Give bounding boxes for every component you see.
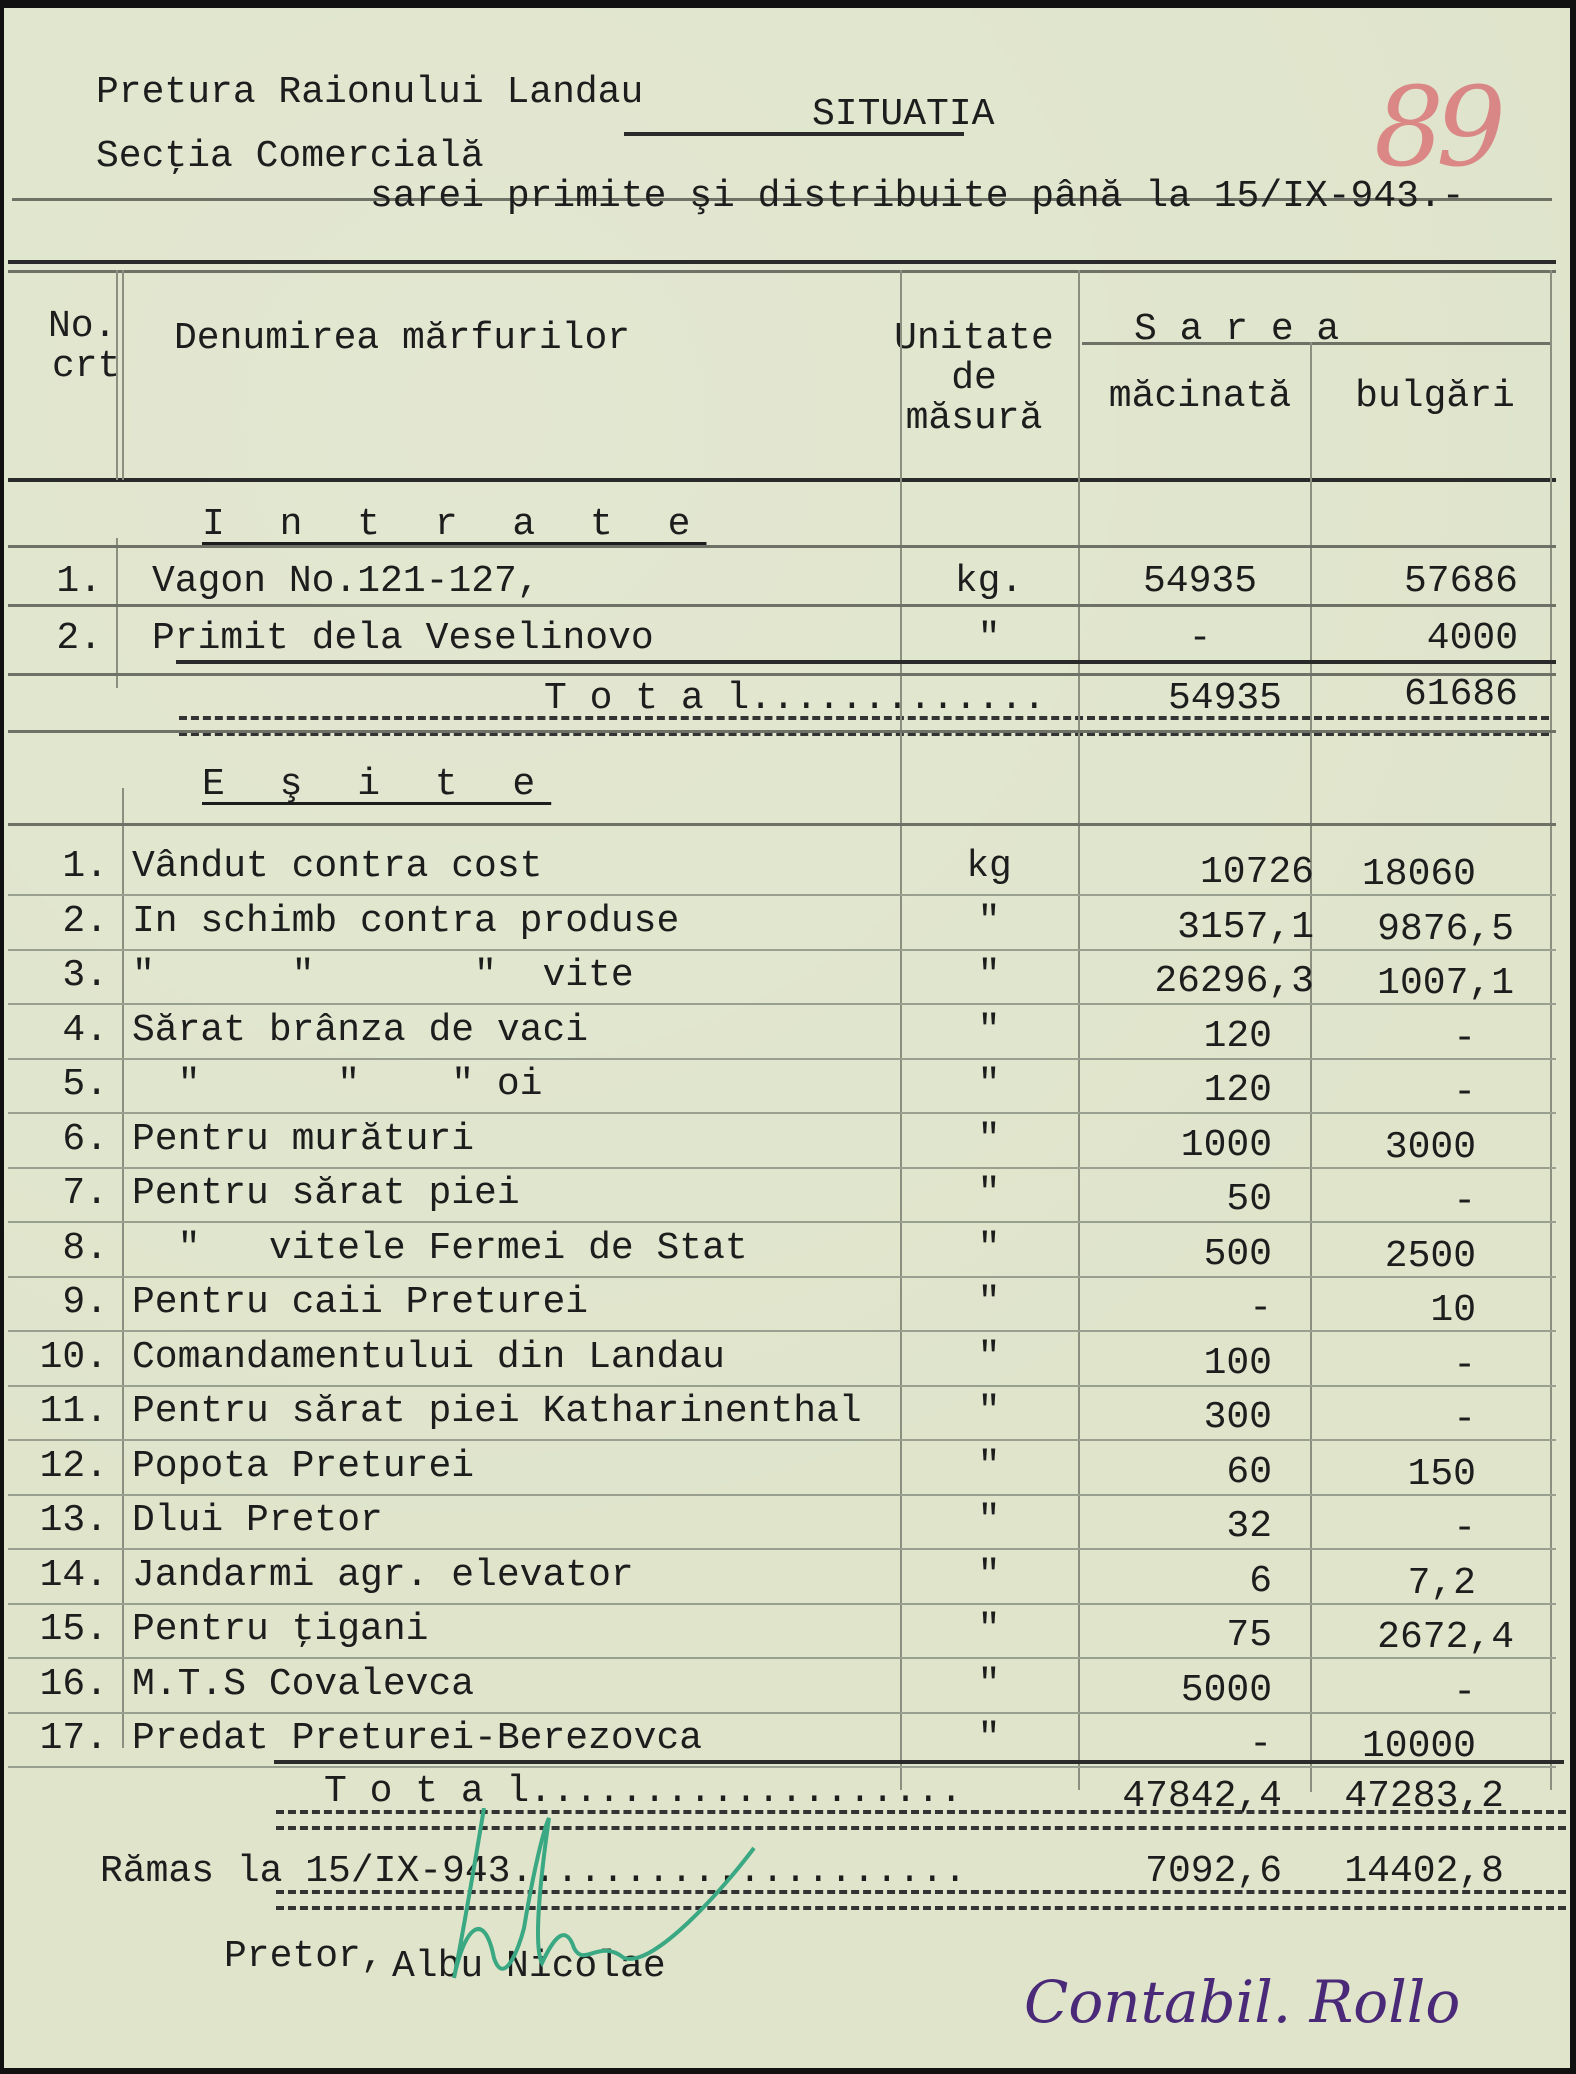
row-name: In schimb contra produse bbox=[132, 899, 680, 943]
row-number: 2. bbox=[62, 899, 108, 943]
intrate-total-bulgari: 61686 bbox=[1403, 673, 1518, 716]
header-unit-1: Unitate bbox=[894, 317, 1054, 360]
section-esite: E ş i t e bbox=[202, 763, 552, 806]
row-unit: " bbox=[977, 1662, 1001, 1706]
row-bulgari: 9876,5 bbox=[1377, 907, 1514, 951]
row-name: Popota Preturei bbox=[132, 1444, 475, 1488]
table-top-rule bbox=[8, 260, 1556, 264]
row-bulgari: 1007,1 bbox=[1377, 962, 1514, 1005]
row-name: Dlui Pretor bbox=[132, 1499, 383, 1542]
row-rule bbox=[8, 1167, 1556, 1169]
row-name: Pentru sărat piei Katharinenthal bbox=[132, 1390, 862, 1433]
row-rule bbox=[8, 1112, 1556, 1114]
rule bbox=[8, 545, 1556, 548]
row-number: 12. bbox=[39, 1444, 108, 1488]
row-macinata: 32 bbox=[1226, 1505, 1272, 1548]
row-number: 16. bbox=[39, 1662, 108, 1706]
row-macinata: 3157,1 bbox=[1177, 905, 1314, 949]
row-unit: " bbox=[977, 1717, 1001, 1760]
row-number: 10. bbox=[39, 1335, 108, 1379]
document-page bbox=[4, 8, 1570, 2068]
row-bulgari: - bbox=[1453, 1343, 1476, 1387]
intrate-no-divider bbox=[116, 538, 118, 688]
row-rule bbox=[8, 1058, 1556, 1060]
header-unit-2: de bbox=[951, 357, 997, 400]
row-number: 14. bbox=[39, 1553, 108, 1597]
rule bbox=[8, 673, 1556, 676]
row-bulgari: 2672,4 bbox=[1377, 1616, 1514, 1659]
sarea-rule bbox=[1082, 342, 1552, 345]
row-number: 3. bbox=[62, 954, 108, 997]
row-macinata: 100 bbox=[1203, 1341, 1272, 1385]
row-macinata: 300 bbox=[1203, 1396, 1272, 1439]
intrate-total-double-rule bbox=[179, 716, 1549, 736]
row-bulgari: 2500 bbox=[1384, 1234, 1476, 1278]
row-number: 2. bbox=[56, 617, 102, 660]
row-unit: " bbox=[977, 1444, 1001, 1488]
row-name: Pentru murături bbox=[132, 1117, 475, 1161]
ramas-bulgari: 14402,8 bbox=[1344, 1850, 1504, 1893]
row-unit: " bbox=[977, 1608, 1001, 1651]
row-rule bbox=[8, 1385, 1556, 1387]
header-bottom-rule bbox=[8, 478, 1556, 482]
row-unit: " bbox=[977, 1063, 1001, 1106]
row-bulgari: - bbox=[1453, 1071, 1476, 1114]
row-rule bbox=[8, 1003, 1556, 1005]
row-macinata: - bbox=[1249, 1723, 1272, 1766]
row-bulgari: 10000 bbox=[1361, 1725, 1476, 1768]
row-name: Vândut contra cost bbox=[132, 845, 543, 888]
row-unit: " bbox=[977, 1553, 1001, 1597]
row-rule bbox=[8, 1276, 1556, 1278]
folio-number: 89 bbox=[1374, 63, 1498, 191]
row-bulgari: - bbox=[1453, 1180, 1476, 1223]
row-macinata: 6 bbox=[1249, 1559, 1272, 1603]
row-macinata: 10726 bbox=[1199, 851, 1314, 894]
row-name: Jandarmi agr. elevator bbox=[132, 1553, 634, 1597]
row-bulgari: - bbox=[1453, 1507, 1476, 1550]
row-unit: " bbox=[977, 1335, 1001, 1379]
row-rule bbox=[8, 1603, 1556, 1605]
row-bulgari: 150 bbox=[1407, 1452, 1476, 1496]
row-unit: " bbox=[977, 1390, 1001, 1433]
row-number: 13. bbox=[39, 1499, 108, 1542]
row-name: Sărat brânza de vaci bbox=[132, 1008, 589, 1052]
document-title: SITUATIA bbox=[812, 93, 995, 136]
row-name: " " " oi bbox=[132, 1063, 543, 1106]
col-macinata-divider bbox=[1310, 342, 1312, 1792]
row-bulgari: 7,2 bbox=[1407, 1561, 1476, 1605]
row-name: Predat Preturei-Berezovca bbox=[132, 1717, 703, 1760]
header-sarea: S a r e a bbox=[1134, 308, 1340, 351]
row-macinata: 500 bbox=[1203, 1232, 1272, 1276]
row-number: 6. bbox=[62, 1117, 108, 1161]
header-bulgari: bulgări bbox=[1355, 375, 1515, 418]
row-macinata: 75 bbox=[1226, 1614, 1272, 1657]
row-macinata: 54935 bbox=[1142, 560, 1258, 603]
contabil-signature: Contabil. Rollo bbox=[1024, 1968, 1461, 2036]
org-line-2: Secţia Comercială bbox=[96, 135, 484, 178]
header-unit-3: măsură bbox=[905, 397, 1043, 440]
intrate-total-label: T o t a l............. bbox=[544, 677, 1046, 720]
section-intrate: I n t r a t e bbox=[202, 503, 707, 546]
row-bulgari: 18060 bbox=[1361, 853, 1476, 896]
row-name: Primit dela Veselinovo bbox=[152, 617, 654, 660]
row-macinata: 60 bbox=[1226, 1450, 1272, 1494]
col-no-divider-2 bbox=[122, 270, 124, 480]
header-name: Denumirea mărfurilor bbox=[174, 317, 631, 360]
intrate-total-macinata: 54935 bbox=[1167, 677, 1282, 720]
pretor-signature bbox=[424, 1808, 884, 2008]
row-number: 9. bbox=[62, 1281, 108, 1324]
row-number: 5. bbox=[62, 1063, 108, 1106]
row-rule bbox=[8, 1766, 1556, 1768]
row-number: 11. bbox=[39, 1390, 108, 1433]
row-rule bbox=[8, 949, 1556, 951]
row-unit: " bbox=[977, 1172, 1001, 1215]
row-name: " " " vite bbox=[132, 954, 634, 997]
title-underline bbox=[624, 132, 964, 136]
row-unit: " bbox=[977, 1499, 1001, 1542]
row-number: 8. bbox=[62, 1226, 108, 1270]
table-right-border bbox=[1550, 270, 1552, 1790]
esite-bottom-rule bbox=[274, 1760, 1564, 1764]
header-no: No. bbox=[48, 305, 117, 348]
row-bulgari: 4000 bbox=[1426, 617, 1518, 660]
row-bulgari: - bbox=[1453, 1670, 1476, 1714]
row-name: " vitele Fermei de Stat bbox=[132, 1226, 748, 1270]
document-subtitle: sarei primite şi distribuite până la 15/IX-943.- bbox=[370, 175, 1465, 218]
row-unit: " bbox=[977, 1226, 1001, 1270]
pretor-label: Pretor, bbox=[224, 1935, 384, 1978]
row-name: Vagon No.121-127, bbox=[152, 560, 540, 603]
row-macinata: 50 bbox=[1226, 1178, 1272, 1221]
row-macinata: 1000 bbox=[1180, 1123, 1272, 1167]
row-unit: " bbox=[977, 954, 1001, 997]
row-bulgari: 57686 bbox=[1403, 560, 1518, 603]
rule bbox=[8, 730, 1556, 733]
row-macinata: 26296,3 bbox=[1154, 960, 1314, 1003]
row-macinata: 120 bbox=[1203, 1069, 1272, 1112]
rule bbox=[8, 604, 1556, 607]
row-number: 7. bbox=[62, 1172, 108, 1215]
row-bulgari: - bbox=[1453, 1016, 1476, 1060]
row-rule bbox=[8, 1494, 1556, 1496]
ramas-macinata: 7092,6 bbox=[1145, 1850, 1282, 1893]
row-name: M.T.S Covalevca bbox=[132, 1662, 475, 1706]
row-number: 1. bbox=[62, 845, 108, 888]
row-unit: " bbox=[977, 1117, 1001, 1161]
row-name: Pentru ţigani bbox=[132, 1608, 429, 1651]
row-rule bbox=[8, 894, 1556, 896]
col-no-divider bbox=[116, 270, 118, 480]
row-number: 1. bbox=[56, 560, 102, 603]
row-macinata: 5000 bbox=[1180, 1668, 1272, 1712]
header-macinata: măcinată bbox=[1108, 375, 1292, 418]
header-crt: crt bbox=[52, 345, 121, 388]
row-bulgari: 10 bbox=[1430, 1289, 1476, 1332]
col-unit-divider bbox=[1078, 270, 1080, 1790]
row-unit: kg bbox=[966, 845, 1012, 888]
row-rule bbox=[8, 1548, 1556, 1550]
org-line-1: Pretura Raionului Landau bbox=[96, 71, 644, 114]
esite-total-label: T o t a l................... bbox=[324, 1770, 963, 1813]
row-name: Pentru caii Preturei bbox=[132, 1281, 589, 1324]
row-rule bbox=[8, 1330, 1556, 1332]
intrate-bottom-rule bbox=[176, 660, 1556, 664]
row-rule bbox=[8, 1712, 1556, 1714]
rule bbox=[8, 823, 1556, 826]
row-bulgari: - bbox=[1453, 1398, 1476, 1441]
esite-total-bulgari: 47283,2 bbox=[1344, 1775, 1504, 1818]
row-bulgari: 3000 bbox=[1384, 1125, 1476, 1169]
row-rule bbox=[8, 1657, 1556, 1659]
row-name: Comandamentului din Landau bbox=[132, 1335, 725, 1379]
row-unit: " bbox=[977, 899, 1001, 943]
esite-total-macinata: 47842,4 bbox=[1122, 1775, 1282, 1818]
row-unit: " bbox=[977, 1008, 1001, 1052]
pretor-name: Albu Nicolae bbox=[392, 1945, 666, 1988]
row-name: Pentru sărat piei bbox=[132, 1172, 520, 1215]
row-unit: " bbox=[977, 1281, 1001, 1324]
table-top-rule-2 bbox=[8, 270, 1556, 273]
row-rule bbox=[8, 1221, 1556, 1223]
ramas-label: Rămas la 15/IX-943.................... bbox=[100, 1850, 967, 1893]
row-macinata: - bbox=[1188, 617, 1212, 660]
row-unit: " bbox=[977, 617, 1001, 660]
row-number: 4. bbox=[62, 1008, 108, 1052]
row-number: 15. bbox=[39, 1608, 108, 1651]
row-number: 17. bbox=[39, 1717, 108, 1760]
row-macinata: 120 bbox=[1203, 1014, 1272, 1058]
row-unit: kg. bbox=[954, 560, 1024, 603]
row-macinata: - bbox=[1249, 1287, 1272, 1330]
row-rule bbox=[8, 1439, 1556, 1441]
